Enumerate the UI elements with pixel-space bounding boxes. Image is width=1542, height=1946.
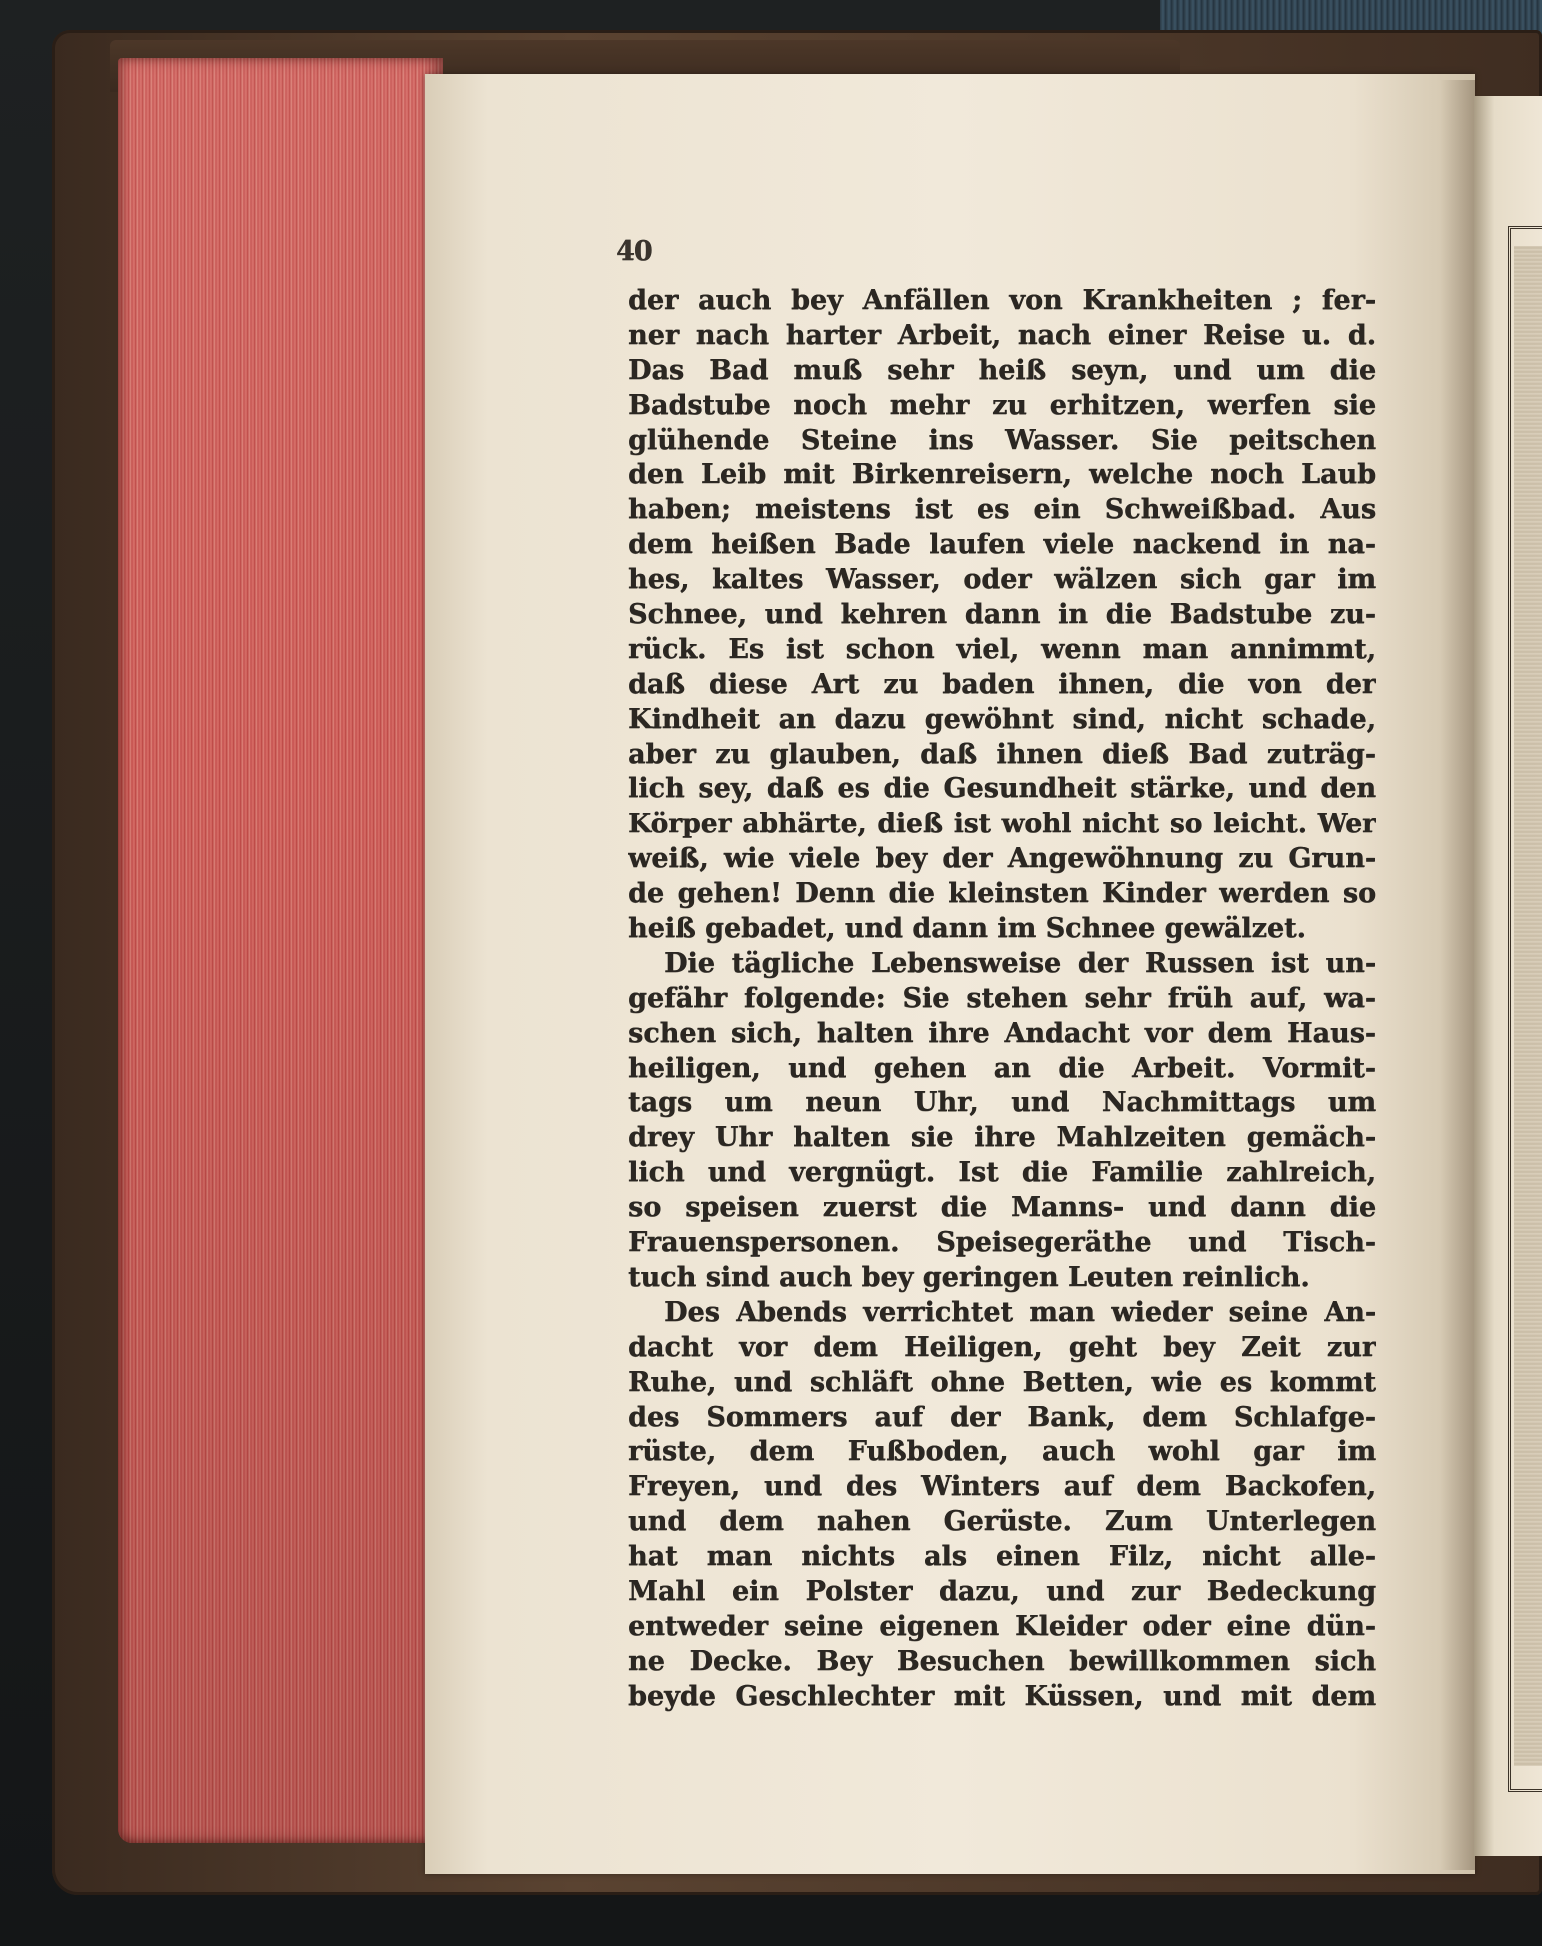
text-line: heiligen, und gehen an die Arbeit. Vormit- xyxy=(628,1052,1376,1084)
text-line: Ruhe, und schläft ohne Betten, wie es kommt xyxy=(628,1366,1376,1398)
text-line: den Leib mit Birkenreisern, welche noch Laub xyxy=(628,459,1376,491)
text-line: Schnee, und kehren dann in die Badstube zu- xyxy=(628,599,1376,631)
page-edges-shade xyxy=(118,58,443,1843)
text-line: und dem nahen Gerüste. Zum Unterlegen xyxy=(628,1506,1376,1538)
text-line: tags um neun Uhr, und Nachmittags um xyxy=(628,1087,1376,1119)
text-line: de gehen! Denn die kleinsten Kinder werden so xyxy=(628,878,1376,910)
text-line: rück. Es ist schon viel, wenn man annimmt, xyxy=(628,633,1376,665)
text-line: dacht vor dem Heiligen, geht bey Zeit zur xyxy=(628,1331,1376,1363)
text-line: Das Bad muß sehr heiß seyn, und um die xyxy=(628,354,1376,386)
text-line: Mahl ein Polster dazu, und zur Bedeckung xyxy=(628,1575,1376,1607)
text-line: lich und vergnügt. Ist die Familie zahlreich, xyxy=(628,1157,1376,1189)
engraving-illustration xyxy=(1514,246,1542,1766)
text-line: Freyen, und des Winters auf dem Backofen, xyxy=(628,1471,1376,1503)
text-line: weiß, wie viele bey der Angewöhnung zu Grun- xyxy=(628,843,1376,875)
text-line: glühende Steine ins Wasser. Sie peitschen xyxy=(628,424,1376,456)
text-line: aber zu glauben, daß ihnen dieß Bad zuträg- xyxy=(628,738,1376,770)
text-line: ne Decke. Bey Besuchen bewillkommen sich xyxy=(628,1645,1376,1677)
text-line: dem heißen Bade laufen viele nackend in na- xyxy=(628,529,1376,561)
text-line: gefähr folgende: Sie stehen sehr früh auf, wa- xyxy=(628,982,1376,1014)
text-line: Körper abhärte, dieß ist wohl nicht so leicht. Wer xyxy=(628,808,1376,840)
page-number: 40 xyxy=(616,236,652,267)
text-line: drey Uhr halten sie ihre Mahlzeiten gemäch- xyxy=(628,1122,1376,1154)
text-line: hat man nichts als einen Filz, nicht alle- xyxy=(628,1541,1376,1573)
text-line: Kindheit an dazu gewöhnt sind, nicht schade, xyxy=(628,703,1376,735)
text-line: ner nach harter Arbeit, nach einer Reise u. d. xyxy=(628,319,1376,351)
text-line: lich sey, daß es die Gesundheit stärke, und den xyxy=(628,773,1376,805)
text-line: hes, kaltes Wasser, oder wälzen sich gar im xyxy=(628,564,1376,596)
text-line: rüste, dem Fußboden, auch wohl gar im xyxy=(628,1436,1376,1468)
text-line: daß diese Art zu baden ihnen, die von der xyxy=(628,668,1376,700)
text-line: heiß gebadet, und dann im Schnee gewälzet. xyxy=(628,913,1306,945)
text-line: entweder seine eigenen Kleider oder eine dün- xyxy=(628,1610,1376,1642)
text-line: schen sich, halten ihre Andacht vor dem Haus- xyxy=(628,1017,1376,1049)
text-line: des Sommers auf der Bank, dem Schlafge- xyxy=(628,1401,1376,1433)
text-line: Die tägliche Lebensweise der Russen ist un- xyxy=(664,947,1376,979)
text-line: Des Abends verrichtet man wieder seine An- xyxy=(664,1296,1376,1328)
text-line: Frauenspersonen. Speisegeräthe und Tisch- xyxy=(628,1227,1376,1259)
facing-page xyxy=(1474,96,1542,1856)
text-line: so speisen zuerst die Manns- und dann die xyxy=(628,1192,1376,1224)
text-line: Badstube noch mehr zu erhitzen, werfen sie xyxy=(628,389,1376,421)
text-line: der auch bey Anfällen von Krankheiten ; fer- xyxy=(628,285,1376,316)
text-line: tuch sind auch bey geringen Leuten reinlich. xyxy=(628,1261,1310,1293)
text-line: haben; meistens ist es ein Schweißbad. Aus xyxy=(628,494,1376,526)
text-line: beyde Geschlechter mit Küssen, und mit dem xyxy=(628,1680,1376,1712)
text-lines xyxy=(628,284,1376,1715)
